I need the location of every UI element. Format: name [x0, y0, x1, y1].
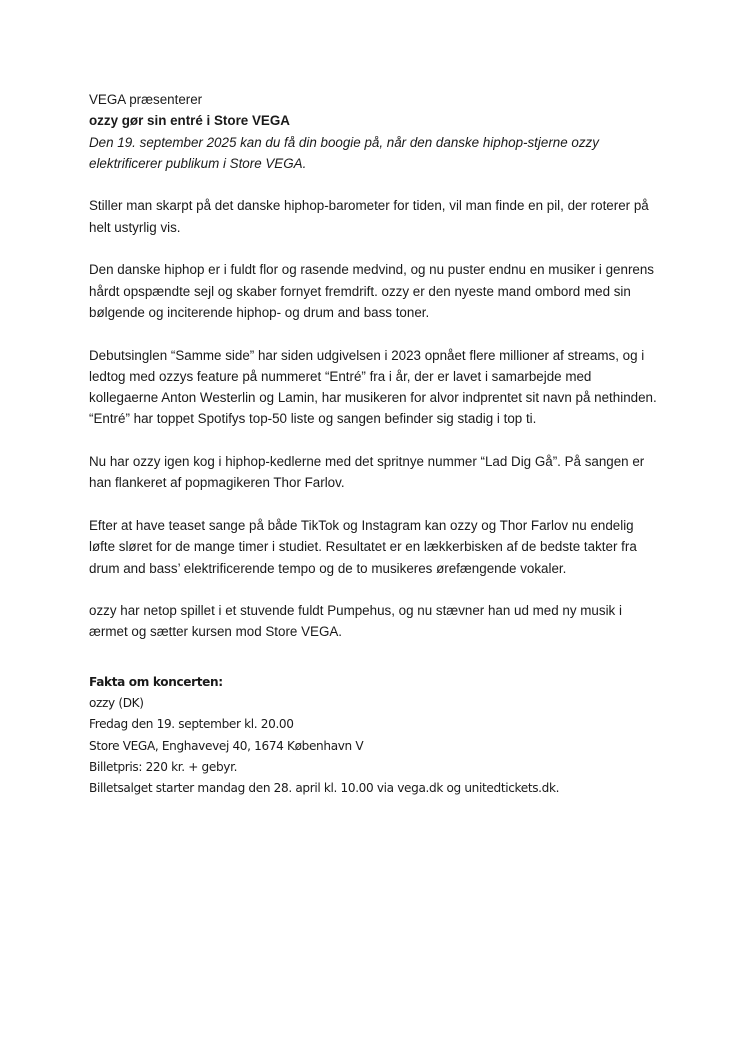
body-paragraph-4: Nu har ozzy igen kog i hiphop-kedlerne med det spritnye nummer “Lad Dig Gå”. På sangen er han flankeret af popmagikeren Thor Farlov.: [89, 454, 645, 491]
body-paragraph-3: Debutsinglen “Samme side” har siden udgivelsen i 2023 opnået flere millioner af streams, og i ledtog med ozzys feature på nummeret “Entré” fra i år, der er lavet i samarbejde med kollegaerne Anton Westerlin og Lamin, har musikeren for alvor indprentet sit navn på nethinden. “Entré” har toppet Spotifys top-50 liste og sangen befinder sig stadig i top ti.: [89, 347, 657, 427]
presenter-line: VEGA præsenterer: [89, 92, 203, 107]
facts-artist: ozzy (DK): [89, 696, 144, 711]
headline: ozzy gør sin entré i Store VEGA: [89, 113, 290, 129]
press-release: [89, 89, 659, 800]
facts-ticket-sale: Billetsalget starter mandag den 28. april kl. 10.00 via vega.dk og unitedtickets.dk.: [89, 781, 560, 796]
facts-date: Fredag den 19. september kl. 20.00: [89, 717, 294, 732]
body-paragraph-5: Efter at have teaset sange på både TikTok og Instagram kan ozzy og Thor Farlov nu endelig løfte sløret for de mange timer i studiet. Resultatet er en lækkerbisken af de bedste takter fra drum and bass’ elektrificerende tempo og de to musikeres ørefængende vokaler.: [89, 517, 637, 576]
facts-heading: Fakta om koncerten:: [89, 674, 223, 689]
facts-venue: Store VEGA, Enghavevej 40, 1674 København V: [89, 738, 364, 753]
body-paragraph-1: Stiller man skarpt på det danske hiphop-barometer for tiden, vil man finde en pil, der roterer på helt ustyrlig vis.: [89, 198, 649, 235]
body-paragraph-6: ozzy har netop spillet i et stuvende fuldt Pumpehus, og nu stævner han ud med ny musik i ærmet og sætter kursen mod Store VEGA.: [89, 603, 622, 640]
facts-price: Billetpris: 220 kr. + gebyr.: [89, 759, 238, 774]
body-paragraph-2: Den danske hiphop er i fuldt flor og rasende medvind, og nu puster endnu en musiker i genrens hårdt opspændte sejl og skaber fornyet fremdrift. ozzy er den nyeste mand ombord med sin bølgende og inciterende hiphop- og drum and bass toner.: [89, 262, 654, 320]
concert-facts: [89, 672, 659, 800]
lead-paragraph: Den 19. september 2025 kan du få din boogie på, når den danske hiphop-stjerne ozzy elektrificerer publikum i Store VEGA.: [89, 134, 599, 171]
